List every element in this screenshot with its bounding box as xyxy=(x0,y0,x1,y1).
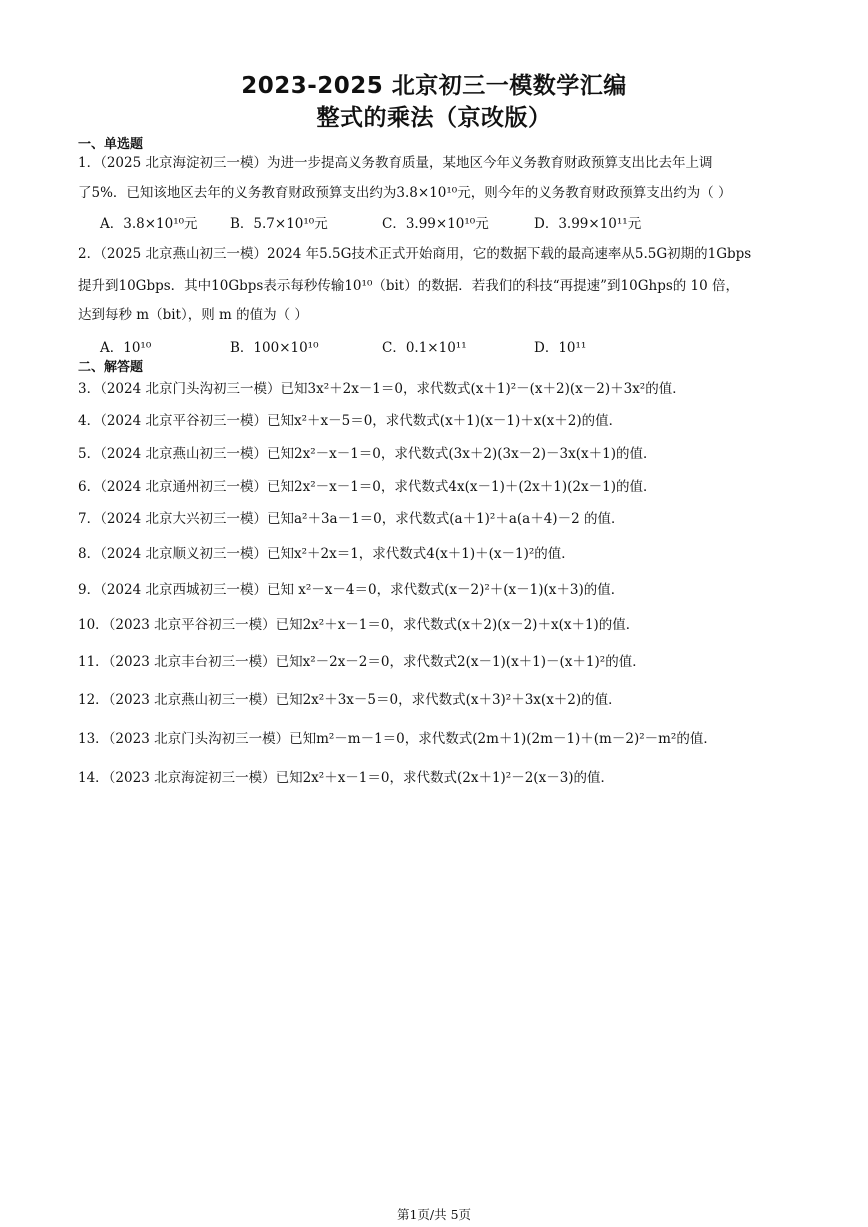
question-6: 6．（2024 北京通州初三一模）已知2x²－x－1＝0，求代数式4x(x－1)＋(2x＋1)(2x－1)的值． xyxy=(78,479,657,495)
question-1-option-b: B．5.7×10¹⁰元 xyxy=(230,216,328,232)
question-8: 8．（2024 北京顺义初三一模）已知x²＋2x＝1，求代数式4(x＋1)＋(x－1)²的值． xyxy=(78,546,575,562)
question-1-options xyxy=(100,214,800,234)
question-2-line-1: 2．（2025 北京燕山初三一模）2024 年5.5G技术正式开始商用，它的数据下载的最高速率从5.5G初期的1Gbps xyxy=(78,246,752,262)
question-7: 7．（2024 北京大兴初三一模）已知a²＋3a－1＝0，求代数式(a＋1)²＋a(a＋4)－2 的值． xyxy=(78,511,625,527)
question-12: 12．（2023 北京燕山初三一模）已知2x²＋3x－5＝0，求代数式(x＋3)²＋3x(x＋2)的值． xyxy=(78,692,622,708)
question-10: 10．（2023 北京平谷初三一模）已知2x²＋x－1＝0，求代数式(x＋2)(x－2)＋x(x＋1)的值． xyxy=(78,617,640,633)
question-2-line-2: 提升到10Gbps．其中10Gbps表示每秒传输10¹⁰（bit）的数据．若我们的科技“再提速”到10Ghps的 10 倍， xyxy=(78,278,740,294)
question-2-options xyxy=(100,338,800,358)
question-9: 9．（2024 北京西城初三一模）已知 x²－x－4＝0，求代数式(x－2)²＋(x－1)(x＋3)的值． xyxy=(78,582,625,598)
document-title: 2023-2025 北京初三一模数学汇编 xyxy=(241,73,627,99)
document-subtitle: 整式的乘法（京改版） xyxy=(316,105,552,131)
question-11: 11．（2023 北京丰台初三一模）已知x²－2x－2＝0，求代数式2(x－1)(x＋1)－(x＋1)²的值． xyxy=(78,654,646,670)
question-2-option-c: C．0.1×10¹¹ xyxy=(382,340,467,356)
section-heading-single-choice: 一、单选题 xyxy=(78,137,144,152)
question-2-option-a: A．10¹⁰ xyxy=(100,340,152,356)
question-5: 5．（2024 北京燕山初三一模）已知2x²－x－1＝0，求代数式(3x＋2)(3x－2)－3x(x＋1)的值． xyxy=(78,446,657,462)
question-1-option-a: A．3.8×10¹⁰元 xyxy=(100,216,198,232)
question-13: 13．（2023 北京门头沟初三一模）已知m²－m－1＝0，求代数式(2m＋1)(2m－1)＋(m－2)²－m²的值． xyxy=(78,731,717,747)
question-1-option-d: D．3.99×10¹¹元 xyxy=(534,216,642,232)
question-2-option-d: D．10¹¹ xyxy=(534,340,587,356)
question-3: 3．（2024 北京门头沟初三一模）已知3x²＋2x－1＝0，求代数式(x＋1)²－(x＋2)(x－2)＋3x²的值． xyxy=(78,381,686,397)
question-1-line-2: 了5%．已知该地区去年的义务教育财政预算支出约为3.8×10¹⁰元，则今年的义务教育财政预算支出约为（ ） xyxy=(78,185,732,201)
question-1-option-c: C．3.99×10¹⁰元 xyxy=(382,216,489,232)
question-4: 4．（2024 北京平谷初三一模）已知x²＋x－5＝0，求代数式(x＋1)(x－1)＋x(x＋2)的值． xyxy=(78,413,623,429)
question-2-line-3: 达到每秒 m（bit），则 m 的值为（ ） xyxy=(78,307,308,323)
section-heading-solution: 二、解答题 xyxy=(78,360,144,375)
question-2-option-b: B．100×10¹⁰ xyxy=(230,340,319,356)
question-14: 14．（2023 北京海淀初三一模）已知2x²＋x－1＝0，求代数式(2x＋1)²－2(x－3)的值． xyxy=(78,770,615,786)
question-1-line-1: 1．（2025 北京海淀初三一模）为进一步提高义务教育质量，某地区今年义务教育财政预算支出比去年上调 xyxy=(78,155,713,171)
page-footer: 第1页/共 5页 xyxy=(396,1207,472,1222)
